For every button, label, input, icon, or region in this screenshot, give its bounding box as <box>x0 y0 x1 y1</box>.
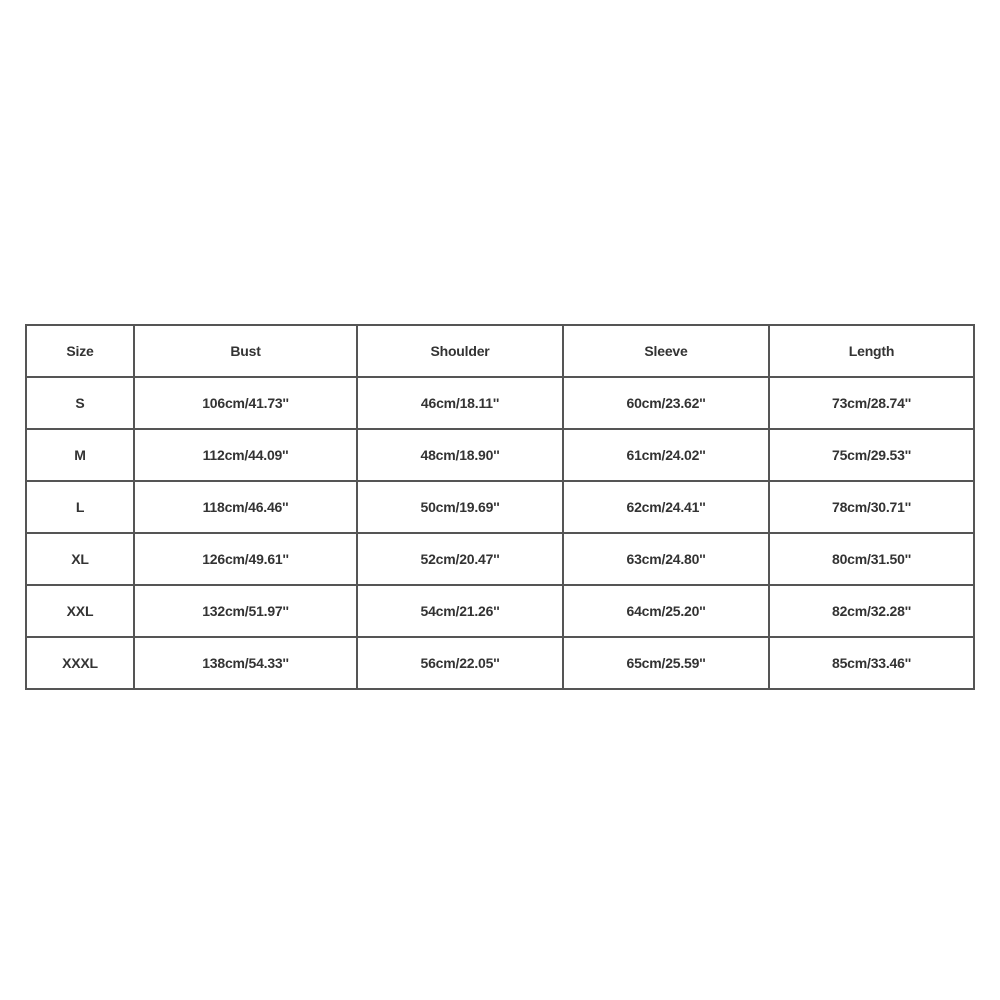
table-row <box>26 429 974 481</box>
header-size: Size <box>26 325 134 377</box>
cell-bust: 106cm/41.73'' <box>134 377 357 429</box>
header-shoulder: Shoulder <box>357 325 563 377</box>
cell-bust: 132cm/51.97'' <box>134 585 357 637</box>
cell-size: S <box>26 377 134 429</box>
cell-bust: 112cm/44.09'' <box>134 429 357 481</box>
header-bust: Bust <box>134 325 357 377</box>
table-row <box>26 585 974 637</box>
table-row <box>26 481 974 533</box>
header-row <box>26 325 974 377</box>
table-row <box>26 637 974 689</box>
cell-sleeve: 61cm/24.02'' <box>563 429 769 481</box>
cell-length: 80cm/31.50'' <box>769 533 974 585</box>
cell-size: M <box>26 429 134 481</box>
size-chart-table <box>25 324 975 690</box>
cell-shoulder: 52cm/20.47'' <box>357 533 563 585</box>
header-length: Length <box>769 325 974 377</box>
cell-shoulder: 54cm/21.26'' <box>357 585 563 637</box>
cell-size: XXXL <box>26 637 134 689</box>
cell-shoulder: 46cm/18.11'' <box>357 377 563 429</box>
cell-length: 82cm/32.28'' <box>769 585 974 637</box>
cell-sleeve: 64cm/25.20'' <box>563 585 769 637</box>
cell-length: 73cm/28.74'' <box>769 377 974 429</box>
cell-sleeve: 63cm/24.80'' <box>563 533 769 585</box>
cell-shoulder: 48cm/18.90'' <box>357 429 563 481</box>
cell-size: XXL <box>26 585 134 637</box>
cell-shoulder: 56cm/22.05'' <box>357 637 563 689</box>
cell-length: 78cm/30.71'' <box>769 481 974 533</box>
cell-length: 85cm/33.46'' <box>769 637 974 689</box>
cell-size: L <box>26 481 134 533</box>
cell-bust: 138cm/54.33'' <box>134 637 357 689</box>
cell-shoulder: 50cm/19.69'' <box>357 481 563 533</box>
cell-size: XL <box>26 533 134 585</box>
cell-bust: 118cm/46.46'' <box>134 481 357 533</box>
table-row <box>26 533 974 585</box>
cell-bust: 126cm/49.61'' <box>134 533 357 585</box>
cell-sleeve: 62cm/24.41'' <box>563 481 769 533</box>
cell-sleeve: 65cm/25.59'' <box>563 637 769 689</box>
cell-length: 75cm/29.53'' <box>769 429 974 481</box>
header-sleeve: Sleeve <box>563 325 769 377</box>
table-row <box>26 377 974 429</box>
cell-sleeve: 60cm/23.62'' <box>563 377 769 429</box>
